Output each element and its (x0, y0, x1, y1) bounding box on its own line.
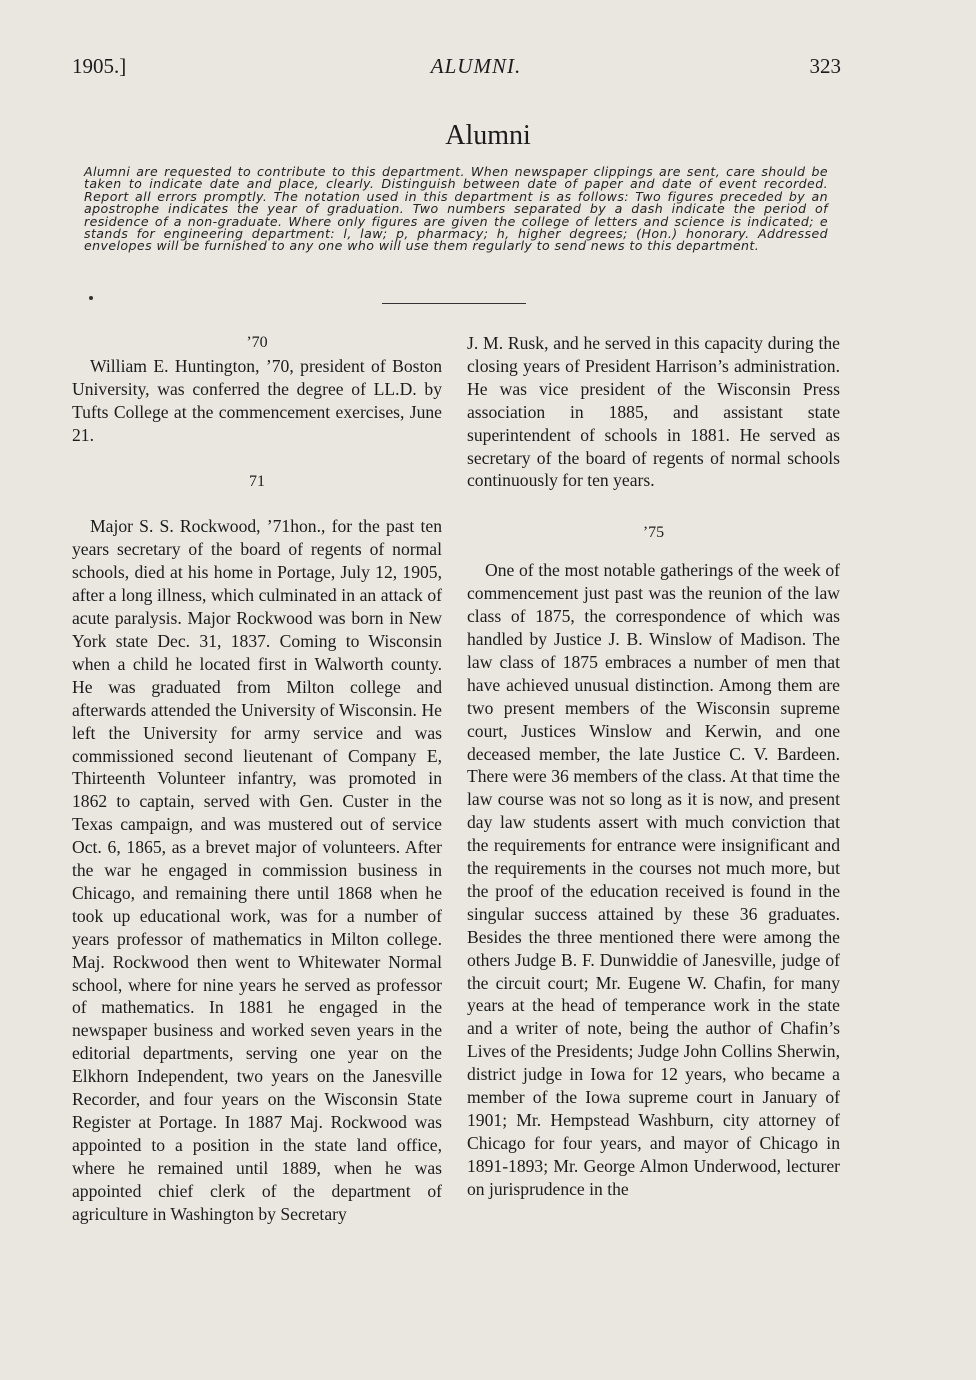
section-divider (382, 303, 526, 304)
item-rockwood: Major S. S. Rockwood, ’71hon., for the past ten years secretary of the board of regents of normal schools, died at his home in Portage, July 12, 1905, after a long illness, which culminated in an attack of acute paralysis. Major Rockwood was born in New York state Dec. 31, 1837. Coming to Wisconsin when a child he located first in Walworth county. He was graduated from Milton college and afterwards attended the University of Wisconsin. He left the University for army service and was commissioned second lieutenant of Company E, Thirteenth Volunteer infantry, was promoted in 1862 to captain, served with Gen. Custer in the Texas campaign, and was mustered out of service Oct. 6, 1865, as a brevet major of volunteers. After the war he engaged in commission business in Chicago, and remaining there until 1868 when he took up educational work, was for a number of years professor of mathematics in Milton college. Maj. Rockwood then went to Whitewater Normal school, where for nine years he served as professor of mathematics. In 1881 he engaged in the newspaper business and worked seven years in the editorial departments, serving one year on the Elkhorn Independent, two years on the Janesville Recorder, and four years on the Wisconsin State Register at Portage. In 1887 Maj. Rockwood was appointed to a position in the state land office, where he remained until 1889, when he was appointed chief clerk of the department of agriculture in Washington by Secretary (72, 516, 442, 1224)
item-law-class-reunion: One of the most notable gatherings of the week of commencement just past was the reunion of the law class of 1875, the correspondence of which was handled by Justice J. B. Winslow of Madison. The law class of 1875 embraces a number of men that have achieved unusual distinction. Among them are two present members of the Wisconsin supreme court, Justices Winslow and Kerwin, and one deceased member, the late Justice C. V. Bardeen. There were 36 members of the class. At that time the law course was not so long as it is now, and present day law students assert with much conviction that the requirements for entrance were insignificant and the requirements in the courses not much more, but the proof of the education received is found in the singular success attained by these 36 graduates. Besides the three mentioned there were among the others Judge B. F. Dunwiddie of Janesville, judge of the circuit court; Mr. Eugene W. Chafin, for many years at the head of temperance work in the state and a writer of note, being the author of Chafin’s Lives of the Presidents; Judge John Collins Sherwin, district judge in Iowa for 12 years, who became a member of the Iowa supreme court in January of 1901; Mr. Hempstead Washburn, city attorney of Chicago for four years, and mayor of Chicago in 1891-1893; Mr. George Almon Underwood, lecturer on jurisprudence in the (467, 560, 840, 1199)
left-column (72, 332, 442, 1226)
department-notice: Alumni are requested to contribute to this department. When newspaper clippings are sent, care should be taken to indicate date and place, clearly. Distinguish between date of paper and date of event recorded. Report all errors promptly. The notation used in this department is as follows: Two figures preceded by an apostrophe indicates the year of graduation. Two numbers separated by a dash indicate the period of residence of a non-graduate. Where only figures are given the college of letters and science is indicated; e stands for engineering department: l, law; p, pharmacy; h, higher degrees; (Hon.) honorary. Addressed envelopes will be furnished to any one who will use them regularly to send news to this department. (84, 164, 828, 254)
page-number: 323 (809, 54, 841, 78)
right-column (467, 332, 840, 1201)
item-huntington: William E. Huntington, ’70, president of Boston University, was conferred the degree of LL.D. by Tufts College at the commencement exercises, June 21. (72, 355, 442, 445)
running-head (72, 54, 840, 86)
running-head-date: 1905.] (72, 54, 127, 78)
item-rockwood-continued: J. M. Rusk, and he served in this capacity during the closing years of President Harrison’s administration. He was vice president of the Wisconsin Press association in 1885, and assistant state superintendent of schools in 1881. He served as secretary of the board of regents of normal schools continuously for ten years. (467, 333, 840, 491)
bullet-mark (89, 296, 93, 300)
year-heading-70: ’70 (246, 334, 268, 351)
section-title: Alumni (445, 120, 531, 151)
year-heading-71: 71 (249, 472, 265, 490)
year-heading-75: ’75 (642, 524, 665, 542)
running-head-title: ALUMNI. (430, 54, 522, 78)
